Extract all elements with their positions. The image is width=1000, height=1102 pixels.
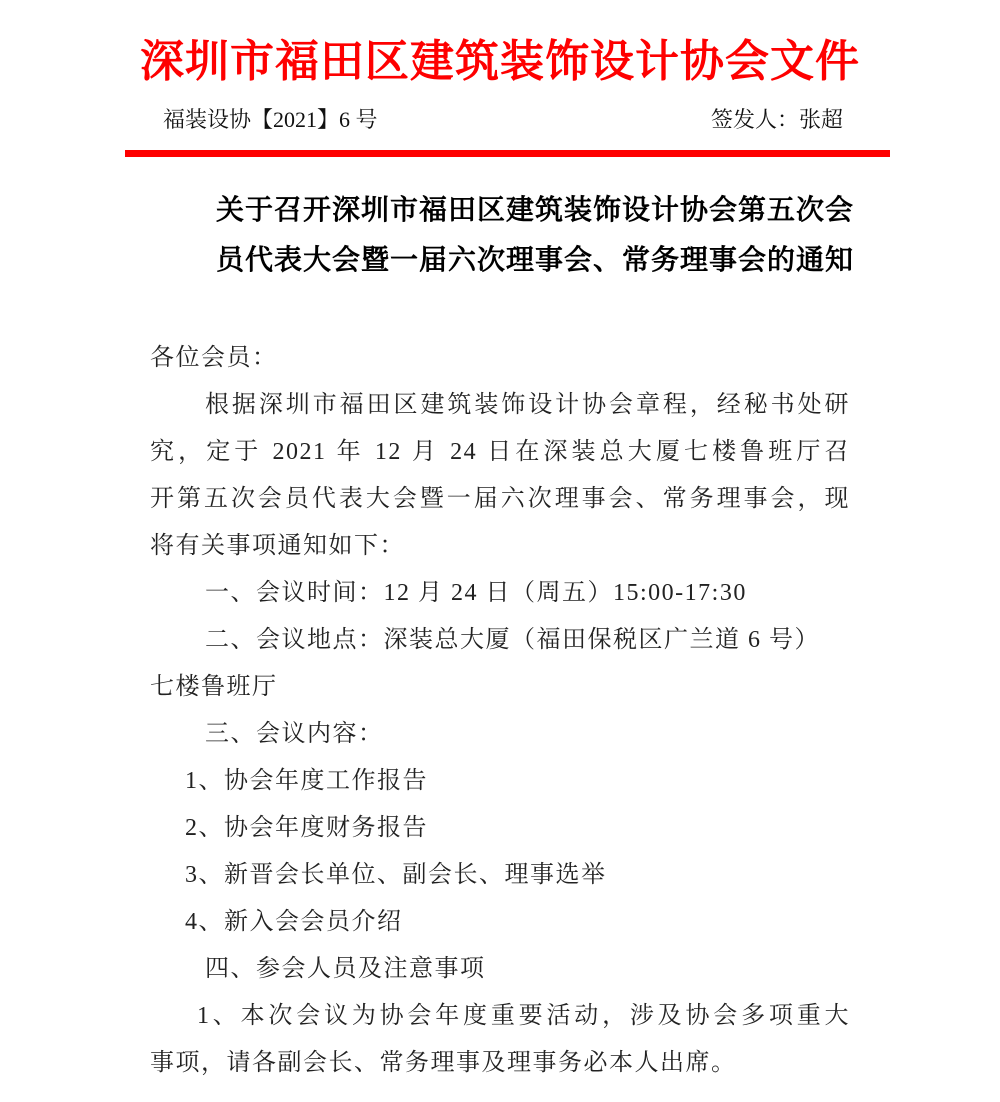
notes-line-1: 1、本次会议为协会年度重要活动，涉及协会多项重大: [197, 1003, 850, 1029]
letterhead-org-title: 深圳市福田区建筑装饰设计协会文件: [140, 37, 860, 86]
agenda-item-4: 4、新入会会员介绍: [185, 909, 403, 935]
agenda-item-3: 3、新晋会长单位、副会长、理事选举: [185, 862, 607, 888]
salutation-line: 各位会员：: [150, 345, 278, 371]
agenda-item-2: 2、协会年度财务报告: [185, 815, 428, 841]
meeting-venue-cont-line: 七楼鲁班厅: [150, 674, 278, 700]
attendees-heading-line: 四、参会人员及注意事项: [205, 956, 486, 982]
notice-title-line-2: 员代表大会暨一届六次理事会、常务理事会的通知: [215, 244, 854, 275]
meeting-venue-line: 二、会议地点：深装总大厦（福田保税区广兰道 6 号）: [205, 627, 820, 653]
intro-line-4: 将有关事项通知如下：: [150, 533, 405, 559]
intro-line-1: 根据深圳市福田区建筑装饰设计协会章程，经秘书处研: [205, 392, 850, 418]
notice-title-line-1: 关于召开深圳市福田区建筑装饰设计协会第五次会: [215, 194, 854, 225]
meeting-time-line: 一、会议时间：12 月 24 日（周五）15:00-17:30: [205, 580, 747, 606]
agenda-heading-line: 三、会议内容：: [205, 721, 384, 747]
doc-meta-row: [163, 106, 843, 134]
notice-body: [150, 335, 850, 1087]
intro-line-3: 开第五次会员代表大会暨一届六次理事会、常务理事会，现: [150, 486, 850, 512]
intro-line-2: 究，定于 2021 年 12 月 24 日在深装总大厦七楼鲁班厅召: [150, 439, 850, 465]
agenda-item-1: 1、协会年度工作报告: [185, 768, 428, 794]
doc-number: 福装设协【2021】6 号: [163, 107, 378, 132]
notice-title: [165, 185, 905, 285]
red-divider-line: [125, 150, 890, 157]
notes-line-2: 事项，请各副会长、常务理事及理事务必本人出席。: [150, 1050, 737, 1076]
issuer-name: 签发人：张超: [710, 107, 843, 132]
